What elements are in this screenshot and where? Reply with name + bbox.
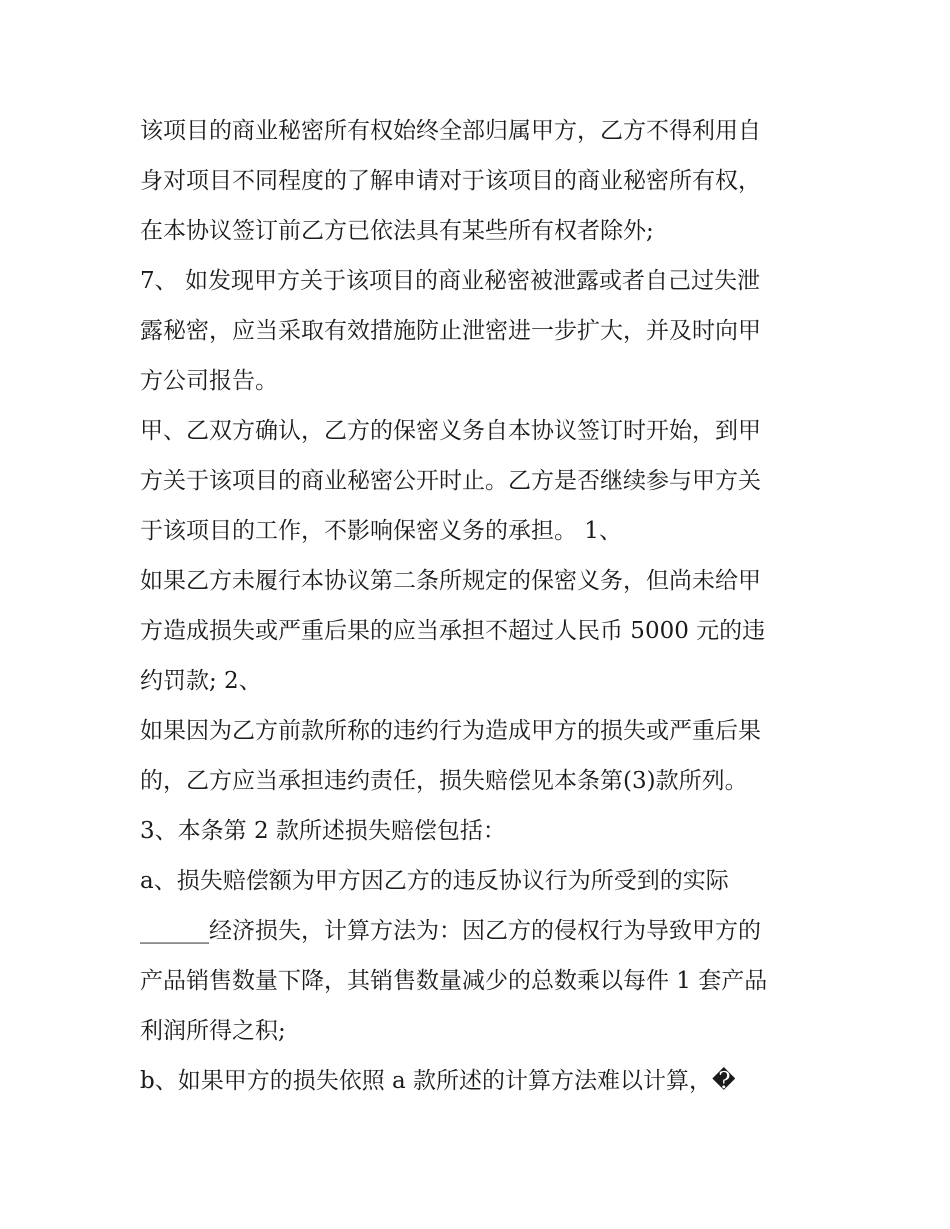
text-line: 方公司报告。 bbox=[140, 368, 278, 394]
text-line: 如果因为乙方前款所称的违约行为造成甲方的损失或严重后果 bbox=[140, 718, 761, 744]
text-line: 在本协议签订前乙方已依法具有某些所有权者除外; bbox=[140, 218, 654, 244]
text-line: 方造成损失或严重后果的应当承担不超过人民币 5000 元的违 bbox=[140, 618, 766, 644]
text-line: 3、本条第 2 款所述损失赔偿包括： bbox=[140, 818, 506, 844]
text-line: 甲、乙双方确认，乙方的保密义务自本协议签订时开始，到甲 bbox=[140, 418, 761, 444]
text-line: 方关于该项目的商业秘密公开时止。乙方是否继续参与甲方关 bbox=[140, 468, 761, 494]
document-body bbox=[140, 106, 820, 1106]
text-line: 7、 如发现甲方关于该项目的商业秘密被泄露或者自己过失泄 bbox=[140, 268, 760, 294]
text-line: b、如果甲方的损失依照 a 款所述的计算方法难以计算，� bbox=[140, 1068, 736, 1094]
text-line: 如果乙方未履行本协议第二条所规定的保密义务，但尚未给甲 bbox=[140, 568, 761, 594]
text-line: 的，乙方应当承担违约责任，损失赔偿见本条第(3)款所列。 bbox=[140, 768, 748, 794]
text-line: 产品销售数量下降，其销售数量减少的总数乘以每件 1 套产品 bbox=[140, 968, 768, 994]
text-line: 利润所得之积; bbox=[140, 1018, 286, 1044]
text-line: 于该项目的工作，不影响保密义务的承担。 1、 bbox=[140, 518, 622, 544]
text-line: ______经济损失，计算方法为：因乙方的侵权行为导致甲方的 bbox=[140, 918, 761, 944]
text-line: 露秘密，应当采取有效措施防止泄密进一步扩大，并及时向甲 bbox=[140, 318, 761, 344]
text-line: 身对项目不同程度的了解申请对于该项目的商业秘密所有权， bbox=[140, 168, 761, 194]
text-line: 该项目的商业秘密所有权始终全部归属甲方，乙方不得利用自 bbox=[140, 118, 761, 144]
text-line: 约罚款; 2、 bbox=[140, 668, 262, 694]
text-line: a、损失赔偿额为甲方因乙方的违反协议行为所受到的实际 bbox=[140, 868, 729, 894]
